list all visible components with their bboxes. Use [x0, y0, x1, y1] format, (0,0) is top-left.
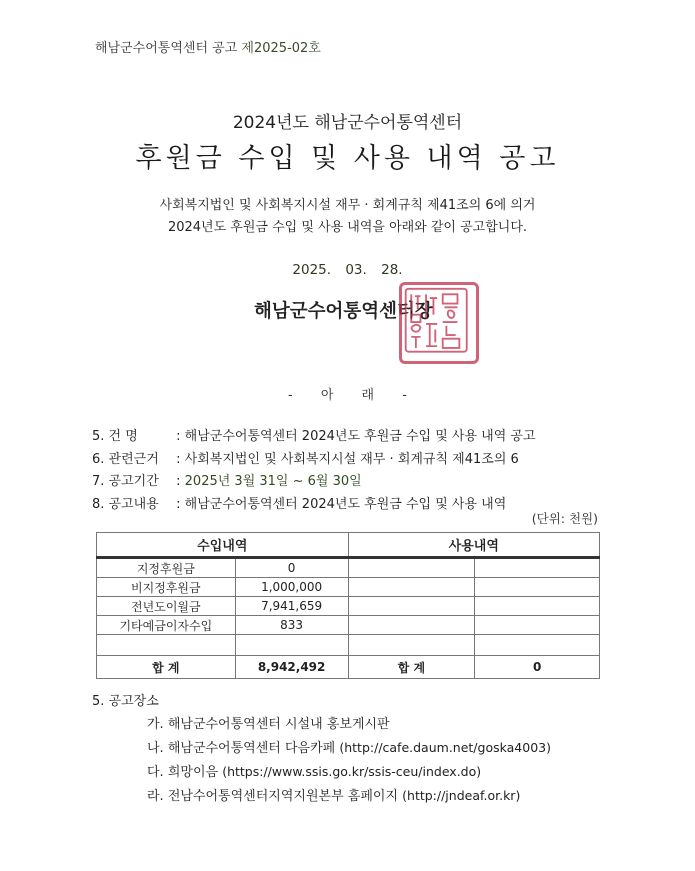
expense-amount [475, 578, 600, 597]
income-amount: 0 [235, 558, 348, 578]
document-number-value: 제2025-02호 [241, 41, 321, 56]
item-period [92, 471, 536, 494]
table-total-row [97, 656, 600, 679]
table-row [97, 616, 600, 635]
places-heading: 5. 공고장소 [92, 694, 159, 709]
item-label: 5. 건 명 [92, 429, 138, 444]
place-url: (http://cafe.daum.net/goska4003) [339, 740, 551, 755]
place-item [92, 784, 551, 808]
place-item [92, 760, 551, 784]
signer-name: 해남군수어통역센터장 [254, 301, 433, 322]
item-value: 사회복지법인 및 사회복지시설 재무 · 회계규칙 제41조의 6 [184, 451, 519, 467]
item-content [92, 494, 536, 517]
expense-amount [475, 635, 600, 656]
income-amount: 1,000,000 [235, 578, 348, 597]
document-subtitle: 2024년도 해남군수어통역센터 [232, 113, 463, 133]
item-value: 해남군수어통역센터 2024년도 후원금 수입 및 사용 내역 공고 [184, 429, 536, 444]
expense-item [348, 558, 475, 578]
expense-item [348, 578, 475, 597]
intro-paragraph [0, 195, 695, 239]
table-row-blank [97, 635, 600, 656]
income-amount: 833 [235, 616, 348, 635]
expense-amount [475, 558, 600, 578]
item-label: 6. 관련근거 [92, 451, 159, 467]
table-row [97, 558, 600, 578]
intro-line-2: 2024년도 후원금 수입 및 사용 내역을 아래와 같이 공고합니다. [167, 220, 528, 235]
expense-amount [475, 616, 600, 635]
official-seal-icon [399, 282, 479, 364]
income-header: 수입내역 [97, 533, 349, 558]
expense-amount [475, 597, 600, 616]
item-value: 2025년 3월 31일 ~ 6월 30일 [184, 474, 362, 489]
item-label: 7. 공고기간 [92, 474, 159, 489]
expense-item [348, 635, 475, 656]
item-separator: : [176, 451, 185, 467]
income-item [97, 635, 236, 656]
announcement-places [92, 690, 551, 808]
income-item: 지정후원금 [97, 558, 236, 578]
place-text: 나. 해남군수어통역센터 다음카페 [147, 741, 336, 756]
item-label: 8. 공고내용 [92, 496, 159, 512]
item-separator: : [176, 496, 185, 512]
expense-total-label: 합 계 [348, 656, 475, 679]
place-item [92, 713, 551, 736]
income-item: 비지정후원금 [97, 578, 236, 597]
place-item [92, 736, 551, 760]
intro-line-1: 사회복지법인 및 사회복지시설 재무 · 회계규칙 제41조의 6에 의거 [159, 198, 536, 213]
announcement-date: 2025. 03. 28. [292, 262, 403, 278]
table-row [97, 578, 600, 597]
announcement-items [92, 426, 536, 516]
item-separator: : [176, 429, 185, 444]
item-basis [92, 449, 536, 472]
expense-header: 사용내역 [348, 533, 599, 558]
document-number-prefix: 해남군수어통역센터 공고 [95, 41, 238, 56]
expense-total-amount: 0 [475, 656, 600, 679]
item-separator: : [176, 474, 185, 489]
place-url: (https://www.ssis.go.kr/ssis-ceu/index.do) [222, 764, 482, 779]
table-header-row [97, 533, 600, 558]
income-item: 기타예금이자수입 [97, 616, 236, 635]
income-total-amount: 8,942,492 [235, 656, 348, 679]
place-text: 가. 해남군수어통역센터 시설내 홍보게시판 [147, 717, 390, 732]
table-row [97, 597, 600, 616]
item-value: 해남군수어통역센터 2024년도 후원금 수입 및 사용 내역 [184, 496, 507, 512]
income-amount [235, 635, 348, 656]
item-title [92, 426, 536, 449]
income-item: 전년도이월금 [97, 597, 236, 616]
place-url: (http://jndeaf.or.kr) [402, 788, 521, 803]
expense-item [348, 616, 475, 635]
divider-text: - 아 래 - [288, 388, 407, 403]
income-total-label: 합 계 [97, 656, 236, 679]
place-text: 다. 희망이음 [147, 765, 219, 780]
donation-ledger-table [96, 532, 600, 679]
place-text: 라. 전남수어통역센터지역지원본부 홈페이지 [147, 789, 398, 804]
income-amount: 7,941,659 [235, 597, 348, 616]
expense-item [348, 597, 475, 616]
document-number [95, 37, 321, 56]
unit-label: (단위: 천원) [531, 511, 598, 526]
document-title: 후원금 수입 및 사용 내역 공고 [135, 143, 560, 174]
